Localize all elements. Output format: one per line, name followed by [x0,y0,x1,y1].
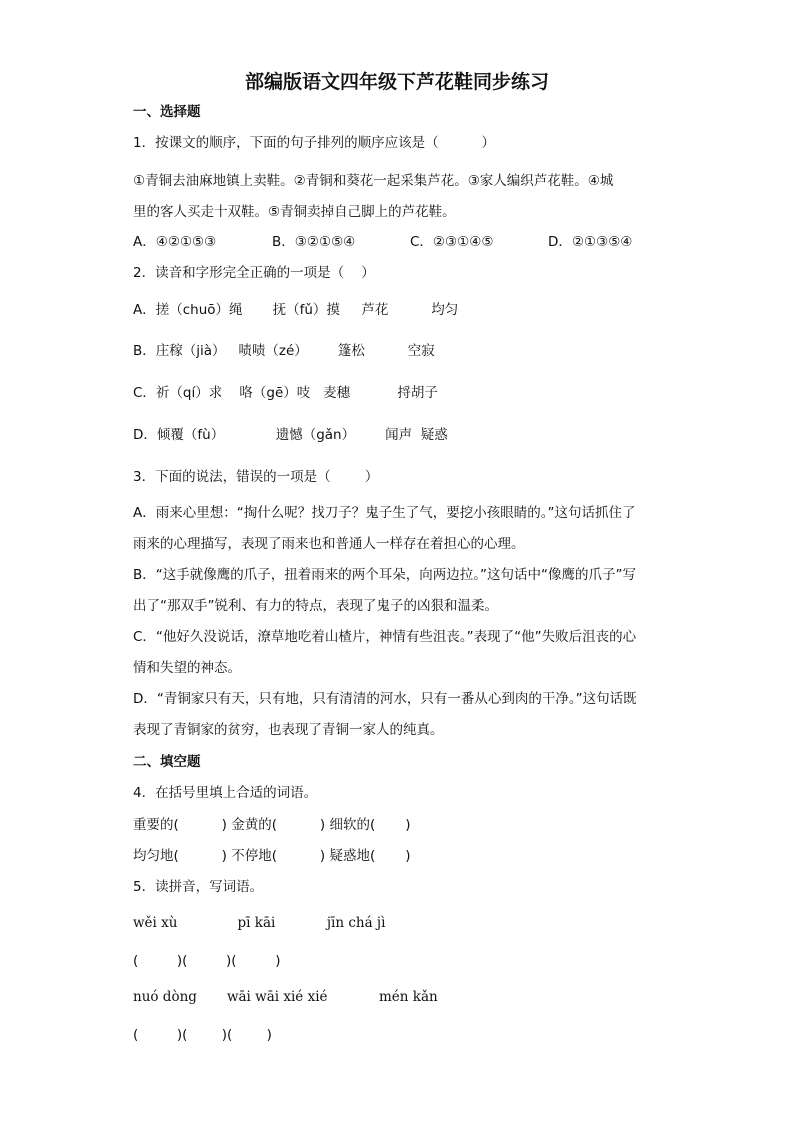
question-2-option-b: B．庄稼（jià） 啧啧（zé） 篷松 空寂 [133,343,435,359]
question-5-blanks: ( )( )( ) [133,1027,272,1043]
question-5-blanks: ( )( )( ) [133,953,281,969]
question-1-option-b: B．③②①⑤④ [272,234,356,250]
question-2-option-c: C．祈（qí）求 咯（gē）吱 麦穗 捋胡子 [133,385,438,401]
question-4-blanks: 均匀地( ) 不停地( ) 疑惑地( ) [133,848,411,864]
question-1-option-c: C．②③①④⑤ [410,234,494,250]
question-3-option-d: 表现了青铜家的贫穷，也表现了青铜一家人的纯真。 [133,722,444,738]
question-5-pinyin: nuó dòng wāi wāi xié xié mén kǎn [133,989,438,1005]
question-3-option-c: 情和失望的神态。 [133,660,241,676]
question-1-stem: 1．按课文的顺序，下面的句子排列的顺序应该是（ ） [133,135,496,151]
question-1-option-d: D．②①③⑤④ [548,234,633,250]
question-2-option-a: A．搓（chuō）绳 抚（fǔ）摸 芦花 均匀 [133,302,459,318]
question-1-text: ①青铜去油麻地镇上卖鞋。②青铜和葵花一起采集芦花。③家人编织芦花鞋。④城 [133,173,614,189]
question-1-option-a: A．④②①⑤③ [133,234,217,250]
section-heading-fill: 二、填空题 [133,754,201,770]
question-3-option-a: A．雨来心里想：“掏什么呢？找刀子？鬼子生了气，要挖小孩眼睛的。”这句话抓住了 [133,505,636,521]
question-3-option-a: 雨来的心理描写，表现了雨来也和普通人一样存在着担心的心理。 [133,536,525,552]
question-1-text: 里的客人买走十双鞋。⑤青铜卖掉自己脚上的芦花鞋。 [133,204,456,220]
question-5-pinyin: wěi xù pī kāi jīn chá jì [133,915,386,931]
question-4-blanks: 重要的( ) 金黄的( ) 细软的( ) [133,817,411,833]
page-title: 部编版语文四年级下芦花鞋同步练习 [244,71,549,93]
question-3-option-d: D．“青铜家只有天，只有地，只有清清的河水，只有一番从心到肉的干净。”这句话既 [133,691,637,707]
section-heading-choice: 一、选择题 [133,104,201,120]
question-3-option-b: 出了“那双手”锐利、有力的特点，表现了鬼子的凶狠和温柔。 [133,598,498,614]
question-2-option-d: D．倾覆（fù） 遗憾（gǎn） 闻声 疑惑 [133,427,448,443]
question-3-option-c: C．“他好久没说话，潦草地吃着山楂片，神情有些沮丧。”表现了“他”失败后沮丧的心 [133,629,637,645]
question-4-stem: 4．在括号里填上合适的词语。 [133,785,318,801]
question-3-option-b: B．“这手就像鹰的爪子，扭着雨来的两个耳朵，向两边拉。”这句话中“像鹰的爪子”写 [133,567,636,583]
question-5-stem: 5．读拼音，写词语。 [133,879,264,895]
question-3-stem: 3．下面的说法，错误的一项是（ ） [133,469,379,485]
question-2-stem: 2．读音和字形完全正确的一项是（ ） [133,265,375,281]
